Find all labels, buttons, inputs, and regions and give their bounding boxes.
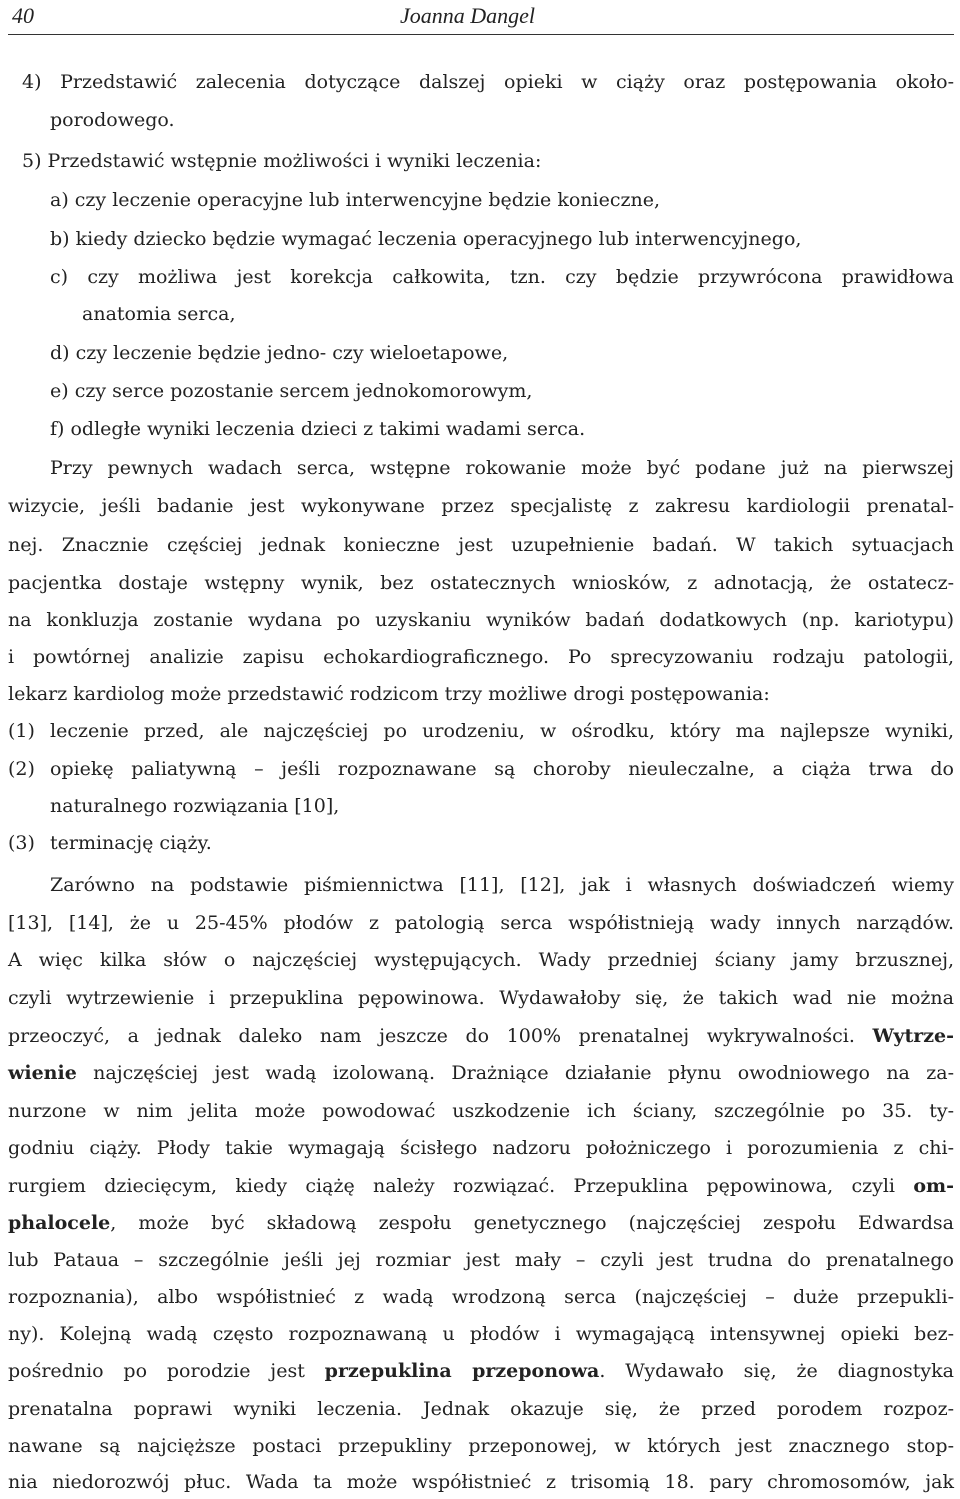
list-item-d: d) czy leczenie będzie jedno- czy wieloetapowe,: [50, 342, 509, 364]
paragraph-line: A więc kilka słów o najczęściej występujących. Wady przedniej ściany jamy brzusznej,: [8, 949, 954, 971]
option-number: (3): [8, 832, 35, 854]
option-text-cont: naturalnego rozwiązania [10],: [50, 795, 340, 817]
list-item-f: f) odległe wyniki leczenia dzieci z takimi wadami serca.: [50, 418, 586, 440]
paragraph-line: czyli wytrzewienie i przepuklina pępowinowa. Wydawałoby się, że takich wad nie można: [8, 987, 954, 1009]
bold-term: om-: [913, 1175, 954, 1197]
bold-term: Wytrze-: [872, 1025, 954, 1047]
paragraph-line: ny). Kolejną wadą często rozpoznawaną u płodów i wymagającą intensywnej opieki bez-: [8, 1323, 954, 1345]
paragraph-line: [8, 1174, 954, 1198]
text-run: , może być składową zespołu genetycznego (najczęściej zespołu Edwardsa: [110, 1212, 954, 1234]
paragraph-line: [8, 1359, 954, 1383]
text-run: przeoczyć, a jednak daleko nam jeszcze do 100% prenatalnej wykrywalności.: [8, 1025, 855, 1047]
bold-term: przepuklina przeponowa: [324, 1360, 600, 1382]
page-number: 40: [12, 3, 34, 28]
paragraph-line: nej. Znacznie częściej jednak konieczne jest uzupełnienie badań. W takich sytuacjach: [8, 534, 954, 556]
bold-term: wienie: [8, 1062, 77, 1084]
paragraph-line: [13], [14], że u 25-45% płodów z patologią serca współistnieją wady innych narządów.: [8, 912, 954, 934]
text-run: . Wydawało się, że diagnostyka: [599, 1360, 954, 1382]
list-item-4: 4) Przedstawić zalecenia dotyczące dalszej opieki w ciąży oraz postępowania około-: [22, 71, 954, 93]
paragraph-line: pacjentka dostaje wstępny wynik, bez ostatecznych wniosków, z adnotacją, że ostatecz-: [8, 572, 954, 594]
text-run: rurgiem dziecięcym, kiedy ciążę należy rozwiązać. Przepuklina pępowinowa, czyli: [8, 1175, 896, 1197]
list-item-c-cont: anatomia serca,: [82, 303, 236, 325]
paragraph-line: lekarz kardiolog może przedstawić rodzicom trzy możliwe drogi postępowania:: [8, 683, 770, 705]
list-item-a: a) czy leczenie operacyjne lub interwencyjne będzie konieczne,: [50, 189, 661, 211]
paragraph-line: Przy pewnych wadach serca, wstępne rokowanie może być podane już na pierwszej: [50, 457, 954, 479]
option-text: terminację ciąży.: [50, 832, 212, 854]
list-item-c: c) czy możliwa jest korekcja całkowita, tzn. czy będzie przywrócona prawidłowa: [50, 266, 954, 288]
list-item-4-cont: porodowego.: [50, 109, 175, 131]
paragraph-line: na konkluzja zostanie wydana po uzyskaniu wyników badań dodatkowych (np. kariotypu): [8, 609, 954, 631]
running-head-author: Joanna Dangel: [400, 3, 536, 28]
text-run: pośrednio po porodzie jest: [8, 1360, 305, 1382]
option-text: leczenie przed, ale najczęściej po urodzeniu, w ośrodku, który ma najlepsze wyniki,: [50, 720, 954, 742]
list-item-b: b) kiedy dziecko będzie wymagać leczenia operacyjnego lub interwencyjnego,: [50, 228, 802, 250]
list-item-e: e) czy serce pozostanie sercem jednokomorowym,: [50, 380, 533, 402]
paragraph-line: Zarówno na podstawie piśmiennictwa [11], [12], jak i własnych doświadczeń wiemy: [50, 874, 954, 896]
option-text: opiekę paliatywną – jeśli rozpoznawane są choroby nieuleczalne, a ciąża trwa do: [50, 758, 954, 780]
paragraph-line: [8, 1211, 954, 1235]
paragraph-line: godniu ciąży. Płody takie wymagają ścisłego nadzoru położniczego i porozumienia z chi-: [8, 1137, 954, 1159]
header-rule: [8, 34, 954, 35]
paragraph-line: i powtórnej analizie zapisu echokardiograficznego. Po sprecyzowaniu rodzaju patologii,: [8, 646, 954, 668]
paragraph-line: nurzone w nim jelita może powodować uszkodzenie ich ściany, szczególnie po 35. ty-: [8, 1100, 954, 1122]
bold-term: phalocele: [8, 1212, 111, 1234]
paragraph-line: prenatalna poprawi wyniki leczenia. Jednak okazuje się, że przed porodem rozpoz-: [8, 1398, 954, 1420]
paragraph-line: [8, 1061, 954, 1085]
list-item-5: 5) Przedstawić wstępnie możliwości i wyniki leczenia:: [22, 150, 542, 172]
paragraph-line: wizycie, jeśli badanie jest wykonywane przez specjalistę z zakresu kardiologii prenatal-: [8, 495, 954, 517]
text-run: najczęściej jest wadą izolowaną. Drażniące działanie płynu owodniowego na za-: [76, 1062, 954, 1084]
paragraph-line: nawane są najcięższe postaci przepukliny przeponowej, w których jest znacznego stop-: [8, 1435, 954, 1457]
paragraph-line: nia niedorozwój płuc. Wada ta może współistnieć z trisomią 18. pary chromosomów, jak: [8, 1471, 954, 1493]
paragraph-line: [8, 1024, 954, 1048]
paragraph-line: lub Pataua – szczególnie jeśli jej rozmiar jest mały – czyli jest trudna do prenatalnego: [8, 1249, 954, 1271]
option-number: (1): [8, 720, 35, 742]
paragraph-line: rozpoznania), albo współistnieć z wadą wrodzoną serca (najczęściej – duże przepukli-: [8, 1286, 954, 1308]
option-number: (2): [8, 758, 35, 780]
page-header: [0, 0, 960, 34]
